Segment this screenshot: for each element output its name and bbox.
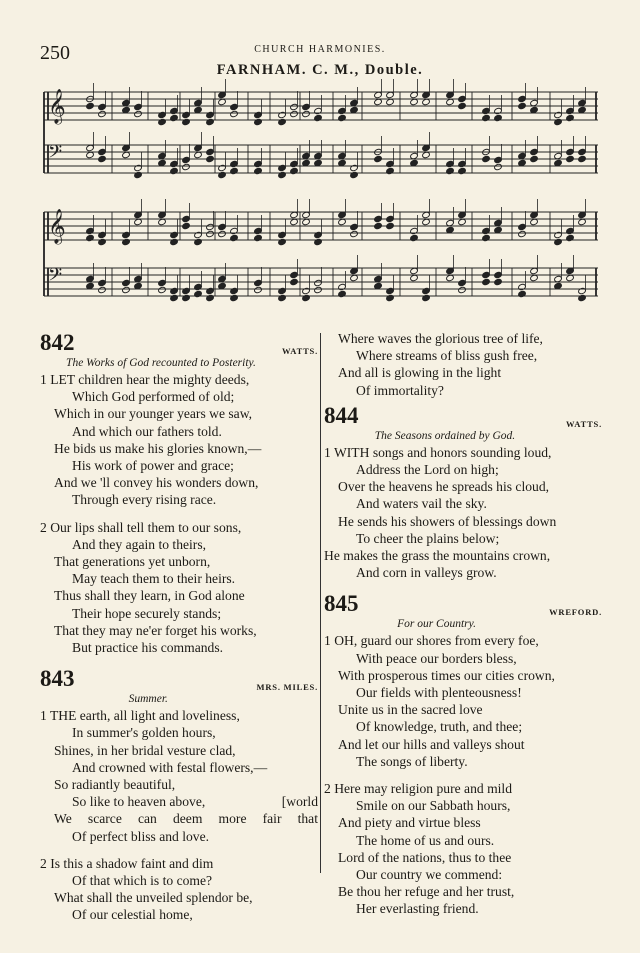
note-head [254, 111, 263, 118]
note-head [158, 286, 167, 293]
note-head [494, 163, 503, 170]
note-head [386, 215, 395, 222]
note-head [122, 286, 131, 293]
note-head [578, 287, 587, 294]
note-head [254, 279, 263, 286]
verse-line: To cheer the plains below; [356, 530, 500, 546]
verse-line: Of our celestial home, [72, 907, 193, 923]
note-head [554, 231, 563, 238]
note-head [98, 238, 107, 245]
hymn-number: 842 [40, 330, 75, 355]
note-head [566, 155, 575, 162]
note-head [458, 167, 467, 174]
verse-line: And they again to theirs, [72, 536, 207, 552]
note-head [278, 287, 287, 294]
note-head [554, 118, 563, 125]
hymn-author: MRS. MILES. [256, 682, 318, 693]
note-head [518, 102, 527, 109]
note-head [554, 238, 563, 245]
verse-line: Where waves the glorious tree of life, [338, 331, 543, 346]
note-head [386, 287, 395, 294]
note-head [290, 110, 299, 117]
note-head [158, 279, 167, 286]
verse-line: 2 Is this a shadow faint and dim [40, 855, 214, 871]
verse-line: Be thou her refuge and her trust, [338, 884, 515, 900]
note-head [518, 230, 527, 237]
note-head [230, 294, 239, 301]
note-head [98, 231, 107, 238]
note-head [518, 290, 527, 297]
note-head [482, 234, 491, 241]
note-head [230, 110, 239, 117]
verse-line: With peace our borders bless, [356, 650, 517, 666]
verse-line: His work of power and grace; [72, 458, 234, 474]
verse-line: The home of us and ours. [356, 832, 495, 848]
verse-line: Through every rising race. [72, 492, 217, 508]
note-head [182, 222, 191, 229]
note-head [170, 167, 179, 174]
note-head [494, 156, 503, 163]
hymn-author: WREFORD. [549, 607, 602, 618]
note-head [518, 223, 527, 230]
verse-line: Which in our younger years we saw, [54, 406, 253, 422]
verse-line: And crowned with festal flowers,— [72, 759, 268, 775]
stanza [40, 371, 318, 509]
stanza [40, 707, 318, 845]
note-head [518, 95, 527, 102]
note-head [290, 271, 299, 278]
note-head [134, 110, 143, 117]
note-head [230, 287, 239, 294]
verse-line: 1 OH, guard our shores from every foe, [324, 633, 539, 649]
note-head [134, 171, 143, 178]
note-head [314, 107, 323, 114]
hymn-subtitle: For our Country. [397, 618, 476, 631]
note-head [170, 238, 179, 245]
note-head [566, 114, 575, 121]
hymn-subtitle: The Seasons ordained by God. [374, 429, 516, 442]
stanza [324, 780, 602, 918]
hymn-845-header [324, 591, 602, 617]
verse-line: Of that which is to come? [72, 873, 213, 889]
verse-line: Lord of the nations, thus to thee [338, 849, 512, 865]
note-head [254, 234, 263, 241]
note-head [182, 118, 191, 125]
verse-line: Over the heavens he spreads his cloud, [338, 479, 550, 495]
verse-line: Thus shall they learn, in God alone [54, 588, 245, 604]
verse-line: But practice his commands. [72, 640, 224, 656]
note-head [206, 230, 215, 237]
verse-line: And let our hills and valleys shout [338, 736, 525, 752]
note-head [278, 164, 287, 171]
note-head [170, 294, 179, 301]
note-head [182, 163, 191, 170]
column-divider [320, 333, 321, 873]
note-head [338, 107, 347, 114]
note-head [134, 164, 143, 171]
note-head [350, 171, 359, 178]
verse-line: And which our fathers told. [72, 423, 222, 439]
verse-line: And piety and virtue bless [338, 815, 481, 831]
bass-clef-icon: 𝄢 [48, 142, 63, 167]
note-head [230, 227, 239, 234]
bass-clef-icon: 𝄢 [48, 265, 63, 290]
note-head [302, 110, 311, 117]
verse-line: And all is glowing in the light [338, 365, 502, 381]
note-head [254, 286, 263, 293]
stanza [40, 519, 318, 657]
hymn-number: 845 [324, 591, 359, 617]
note-head [494, 278, 503, 285]
note-head [314, 279, 323, 286]
note-head [458, 102, 467, 109]
hymn-number: 843 [40, 666, 75, 692]
verse-line: 2 Here may religion pure and mild [324, 781, 512, 797]
verse-line: He bids us make his glories known,— [54, 440, 262, 456]
note-head [278, 294, 287, 301]
verse-line: Which God performed of old; [72, 389, 235, 405]
note-head [494, 107, 503, 114]
note-head [350, 230, 359, 237]
note-head [482, 278, 491, 285]
verse-line: So radiantly beautiful, [54, 777, 176, 793]
verse-line: Our country we commend: [356, 867, 503, 883]
note-head [278, 111, 287, 118]
hymn-843-header [40, 666, 318, 692]
note-head [182, 215, 191, 222]
note-head [422, 287, 431, 294]
verse-line: Their hope securely stands; [72, 605, 222, 621]
hymn-subtitle: Summer. [128, 693, 168, 706]
note-head [386, 222, 395, 229]
verse-line: And corn in valleys grow. [356, 565, 497, 581]
note-head [566, 148, 575, 155]
stanza [324, 632, 602, 770]
note-head [494, 271, 503, 278]
verse-line: Of knowledge, truth, and thee; [356, 719, 523, 735]
note-head [170, 107, 179, 114]
note-head [554, 111, 563, 118]
note-head [206, 155, 215, 162]
note-head [206, 118, 215, 125]
note-head [386, 167, 395, 174]
note-head [158, 118, 167, 125]
note-head [458, 160, 467, 167]
note-head [194, 231, 203, 238]
verse-line: We scarce can deem more fair that [54, 811, 318, 827]
note-head [278, 118, 287, 125]
note-head [194, 283, 203, 290]
note-head [206, 287, 215, 294]
verse-line: 2 Our lips shall tell them to our sons, [40, 519, 242, 535]
note-head [350, 223, 359, 230]
verse-line: And we 'll convey his wonders down, [54, 475, 259, 491]
note-head [122, 231, 131, 238]
note-head [206, 148, 215, 155]
note-head [410, 234, 419, 241]
turnover-word: [world [281, 794, 318, 810]
note-head [530, 148, 539, 155]
page-number: 250 [40, 42, 70, 64]
note-head [194, 238, 203, 245]
note-head [566, 227, 575, 234]
verse-line: That they may ne'er forget his works, [54, 622, 257, 638]
note-head [218, 223, 227, 230]
verse-line: Address the Lord on high; [356, 462, 499, 478]
note-head [578, 294, 587, 301]
running-head: CHURCH HARMONIES. [254, 44, 386, 55]
note-head [98, 155, 107, 162]
treble-clef-icon: 𝄞 [48, 209, 66, 244]
verse-line: The songs of liberty. [356, 753, 468, 769]
hymn-author: WATTS. [281, 346, 318, 356]
note-head [566, 107, 575, 114]
note-head [566, 234, 575, 241]
verse-line: 1 WITH songs and honors sounding loud, [324, 444, 552, 460]
verse-line: He makes the grass the mountains crown, [324, 548, 551, 564]
note-head [206, 111, 215, 118]
verse-line: Of perfect bliss and love. [72, 828, 210, 844]
note-head [86, 234, 95, 241]
note-head [458, 286, 467, 293]
tune-title: FARNHAM. C. M., Double. [216, 62, 424, 78]
note-head [182, 111, 191, 118]
note-head [374, 222, 383, 229]
note-head [170, 160, 179, 167]
note-head [302, 294, 311, 301]
left-column [40, 330, 318, 924]
note-head [386, 294, 395, 301]
note-head [122, 279, 131, 286]
stanza-continued [324, 330, 602, 399]
note-head [422, 294, 431, 301]
note-head [314, 114, 323, 121]
note-head [314, 231, 323, 238]
note-head [218, 230, 227, 237]
verse-line: 1 LET children hear the mighty deeds, [40, 372, 250, 387]
note-head [254, 227, 263, 234]
verse-line: Of immortality? [356, 382, 444, 398]
note-head [278, 231, 287, 238]
note-head [98, 148, 107, 155]
hymn-844-header [324, 403, 602, 429]
note-head [386, 160, 395, 167]
note-head [338, 114, 347, 121]
note-head [98, 286, 107, 293]
note-head [482, 114, 491, 121]
hymn-author: WATTS. [565, 418, 602, 429]
note-head [86, 102, 95, 109]
note-head [182, 294, 191, 301]
verse-line: May teach them to their heirs. [72, 571, 236, 587]
note-head [446, 167, 455, 174]
note-head [374, 155, 383, 162]
note-head [230, 103, 239, 110]
verse-line: Shines, in her bridal vesture clad, [54, 742, 236, 758]
stanza [40, 855, 318, 924]
note-head [338, 283, 347, 290]
note-head [98, 103, 107, 110]
note-head [374, 215, 383, 222]
note-head [482, 227, 491, 234]
verse-line: Where streams of bliss gush free, [356, 348, 538, 364]
note-head [338, 290, 347, 297]
note-head [230, 160, 239, 167]
note-head [170, 231, 179, 238]
note-head [218, 171, 227, 178]
verse-line: And waters vail the sky. [356, 496, 487, 512]
note-head [290, 103, 299, 110]
note-head [278, 238, 287, 245]
note-head [278, 171, 287, 178]
note-head [98, 279, 107, 286]
note-head [458, 95, 467, 102]
hymn-842-header [40, 330, 318, 356]
note-head [182, 287, 191, 294]
note-head [290, 278, 299, 285]
note-head [254, 160, 263, 167]
note-head [290, 160, 299, 167]
note-head [86, 227, 95, 234]
note-head [182, 156, 191, 163]
note-head [194, 290, 203, 297]
note-head [170, 114, 179, 121]
verse-line-text: So like to heaven above, [72, 794, 206, 810]
note-head [170, 287, 179, 294]
verse-line: He sends his showers of blessings down [338, 513, 557, 529]
note-head [134, 103, 143, 110]
note-head [98, 110, 107, 117]
note-head [158, 111, 167, 118]
note-head [494, 114, 503, 121]
verse-line: Smile on our Sabbath hours, [356, 798, 511, 814]
note-head [458, 279, 467, 286]
verse-line: 1 THE earth, all light and loveliness, [40, 708, 240, 724]
note-head [314, 238, 323, 245]
verse-line: With prosperous times our cities crown, [338, 667, 555, 683]
note-head [314, 286, 323, 293]
hymn-number: 844 [324, 402, 359, 428]
note-head [290, 167, 299, 174]
note-head [410, 227, 419, 234]
note-head [482, 155, 491, 162]
verse-line: Unite us in the sacred love [338, 702, 483, 718]
verse-line: Her everlasting friend. [356, 901, 479, 917]
note-head [302, 287, 311, 294]
note-head [230, 234, 239, 241]
verse-line: Our fields with plenteousness! [356, 685, 522, 701]
note-head [578, 148, 587, 155]
note-head [254, 118, 263, 125]
note-head [206, 294, 215, 301]
note-head [350, 164, 359, 171]
right-column [324, 330, 602, 918]
note-head [578, 155, 587, 162]
verse-line: That generations yet unborn, [54, 554, 211, 570]
note-head [254, 167, 263, 174]
note-head [518, 283, 527, 290]
note-head [530, 155, 539, 162]
note-head [230, 167, 239, 174]
stanza [324, 444, 602, 582]
music-score [0, 0, 640, 320]
verse-line: In summer's golden hours, [72, 725, 216, 741]
hymn-subtitle: The Works of God recounted to Posterity. [66, 357, 256, 369]
note-head [206, 223, 215, 230]
note-head [122, 238, 131, 245]
note-head [218, 164, 227, 171]
note-head [482, 107, 491, 114]
treble-clef-icon: 𝄞 [48, 89, 66, 124]
verse-line [40, 793, 318, 810]
note-head [446, 160, 455, 167]
verse-line: What shall the unveiled splendor be, [54, 890, 253, 906]
note-head [302, 103, 311, 110]
note-head [482, 271, 491, 278]
